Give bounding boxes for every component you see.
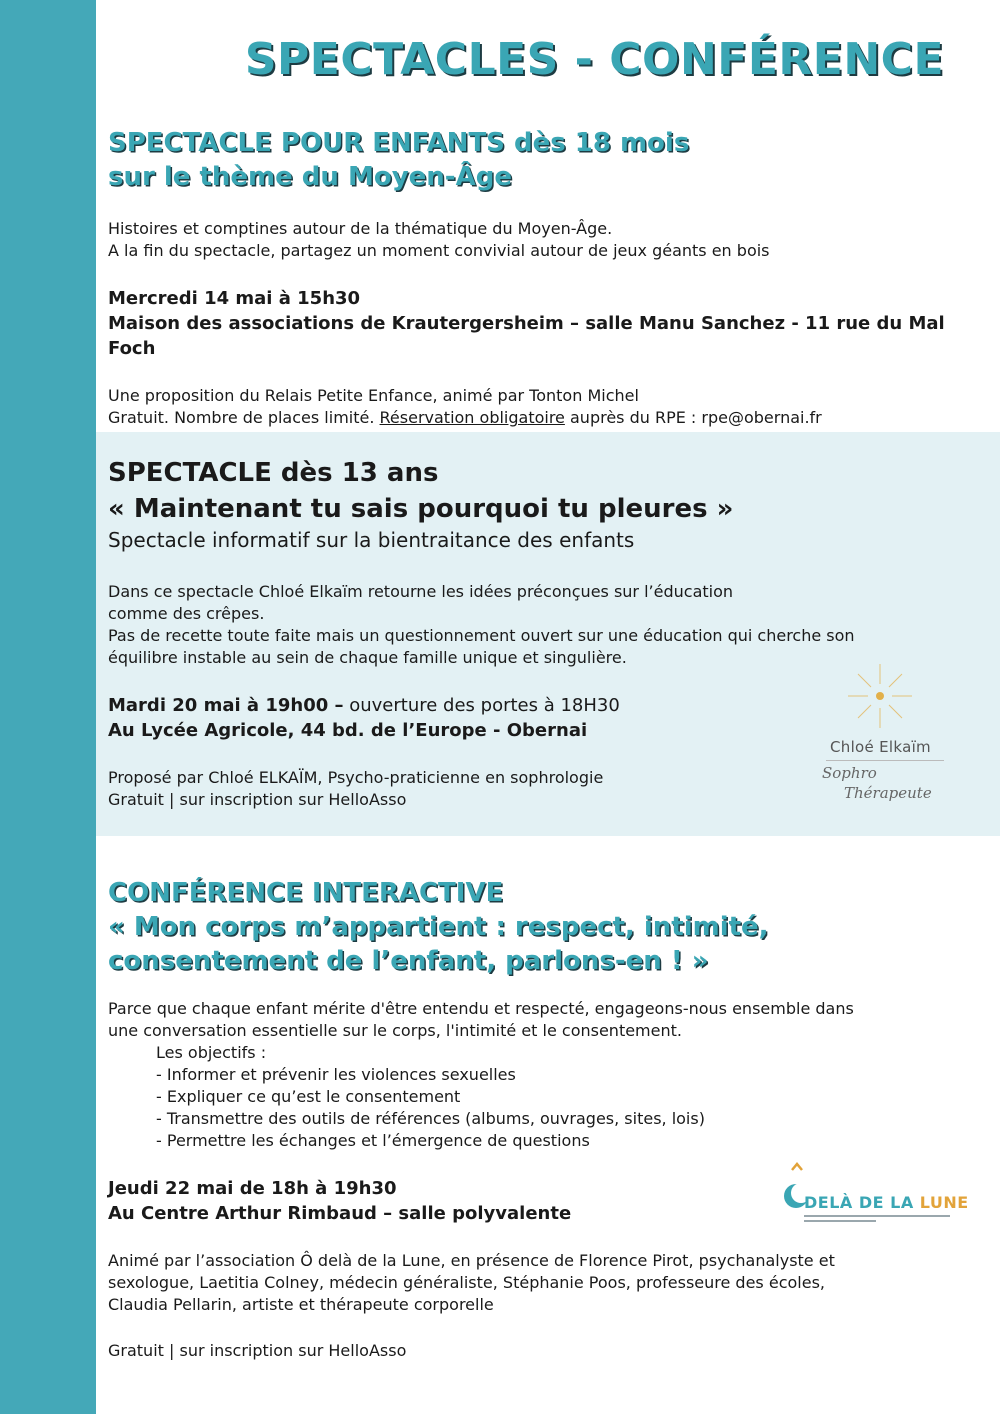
section1-desc-line1: Histoires et comptines autour de la thématique du Moyen-Âge. [108, 219, 613, 238]
section1-info-prefix: Gratuit. Nombre de places limité. [108, 408, 380, 427]
section1-desc-line2: A la fin du spectacle, partagez un moment convivial autour de jeux géants en bois [108, 241, 770, 260]
section2-place: Au Lycée Agricole, 44 bd. de l’Europe - Obernai [108, 720, 588, 741]
section3-info: Gratuit | sur inscription sur HelloAsso [108, 1341, 407, 1360]
reservation-link[interactable]: Réservation obligatoire [379, 408, 565, 427]
section1-place: Maison des associations de Krautergersheim – salle Manu Sanchez - 11 rue du Mal Foch [108, 313, 945, 359]
section2-desc-line3: Pas de recette toute faite mais un questionnement ouvert sur une éducation qui cherche son [108, 626, 855, 645]
section-conference [108, 876, 968, 1362]
section1-credit: Une proposition du Relais Petite Enfance, animé par Tonton Michel [108, 386, 639, 405]
section3-credit-line3: Claudia Pellarin, artiste et thérapeute corporelle [108, 1295, 494, 1314]
section1-info-suffix: auprès du RPE : rpe@obernai.fr [564, 408, 822, 427]
section3-title-line1: CONFÉRENCE INTERACTIVE [108, 878, 504, 908]
section2-desc-line4: équilibre instable au sein de chaque famille unique et singulière. [108, 648, 627, 667]
list-item: - Permettre les échanges et l’émergence de questions [156, 1131, 590, 1150]
section3-title-line2: « Mon corps m’appartient : respect, intimité, [108, 912, 769, 942]
section3-date: Jeudi 22 mai de 18h à 19h30 [108, 1178, 397, 1199]
list-item: - Transmettre des outils de références (albums, ouvrages, sites, lois) [156, 1109, 705, 1128]
section2-date-main: Mardi 20 mai à 19h00 – [108, 695, 344, 716]
section3-credit-line1: Animé par l’association Ô delà de la Lune, en présence de Florence Pirot, psychanalyste et [108, 1251, 835, 1270]
section1-info [108, 407, 968, 429]
section2-desc-line2: comme des crêpes. [108, 604, 265, 623]
section2-credit: Proposé par Chloé ELKAÏM, Psycho-praticienne en sophrologie [108, 768, 604, 787]
logo-tagline-graphic [804, 1214, 954, 1224]
dela-de-la-lune-logo [782, 1160, 969, 1230]
logo-line2: Thérapeute [844, 784, 932, 802]
section2-subtitle: Spectacle informatif sur la bientraitance des enfants [108, 528, 635, 552]
chloe-elkaim-logo [810, 660, 950, 810]
section3-place: Au Centre Arthur Rimbaud – salle polyvalente [108, 1203, 572, 1224]
sun-icon [842, 660, 918, 736]
section-spectacle-enfants [108, 126, 968, 429]
section2-title-line2: « Maintenant tu sais pourquoi tu pleures » [108, 494, 734, 524]
page-title: SPECTACLES - CONFÉRENCE [244, 34, 944, 85]
section2-desc-line1: Dans ce spectacle Chloé Elkaïm retourne les idées préconçues sur l’éducation [108, 582, 734, 601]
section1-title-line2: sur le thème du Moyen-Âge [108, 162, 512, 192]
section1-date: Mercredi 14 mai à 15h30 [108, 288, 361, 309]
section2-info: Gratuit | sur inscription sur HelloAsso [108, 790, 407, 809]
list-item: - Informer et prévenir les violences sexuelles [156, 1065, 516, 1084]
section3-desc-line1: Parce que chaque enfant mérite d'être entendu et respecté, engageons-nous ensemble dans [108, 999, 854, 1018]
objectives-title: Les objectifs : [156, 1043, 267, 1062]
left-color-bar [0, 0, 96, 1414]
logo-line1: Sophro [822, 764, 877, 782]
section3-credit-line2: sexologue, Laetitia Colney, médecin généraliste, Stéphanie Poos, professeure des écoles, [108, 1273, 825, 1292]
logo-text-a: DELÀ DE LA [804, 1193, 920, 1212]
section3-title-line3: consentement de l’enfant, parlons-en ! » [108, 946, 709, 976]
section2-date-extra: ouverture des portes à 18H30 [343, 695, 620, 716]
logo-text [804, 1193, 969, 1212]
section3-desc-line2: une conversation essentielle sur le corps, l'intimité et le consentement. [108, 1021, 682, 1040]
logo-text-b: LUNE [919, 1193, 969, 1212]
logo-name: Chloé Elkaïm [830, 738, 931, 756]
objectives-list [108, 1042, 968, 1152]
section2-title-line1: SPECTACLE dès 13 ans [108, 458, 439, 488]
section1-title-line1: SPECTACLE POUR ENFANTS dès 18 mois [108, 128, 690, 158]
list-item: - Expliquer ce qu’est le consentement [156, 1087, 461, 1106]
